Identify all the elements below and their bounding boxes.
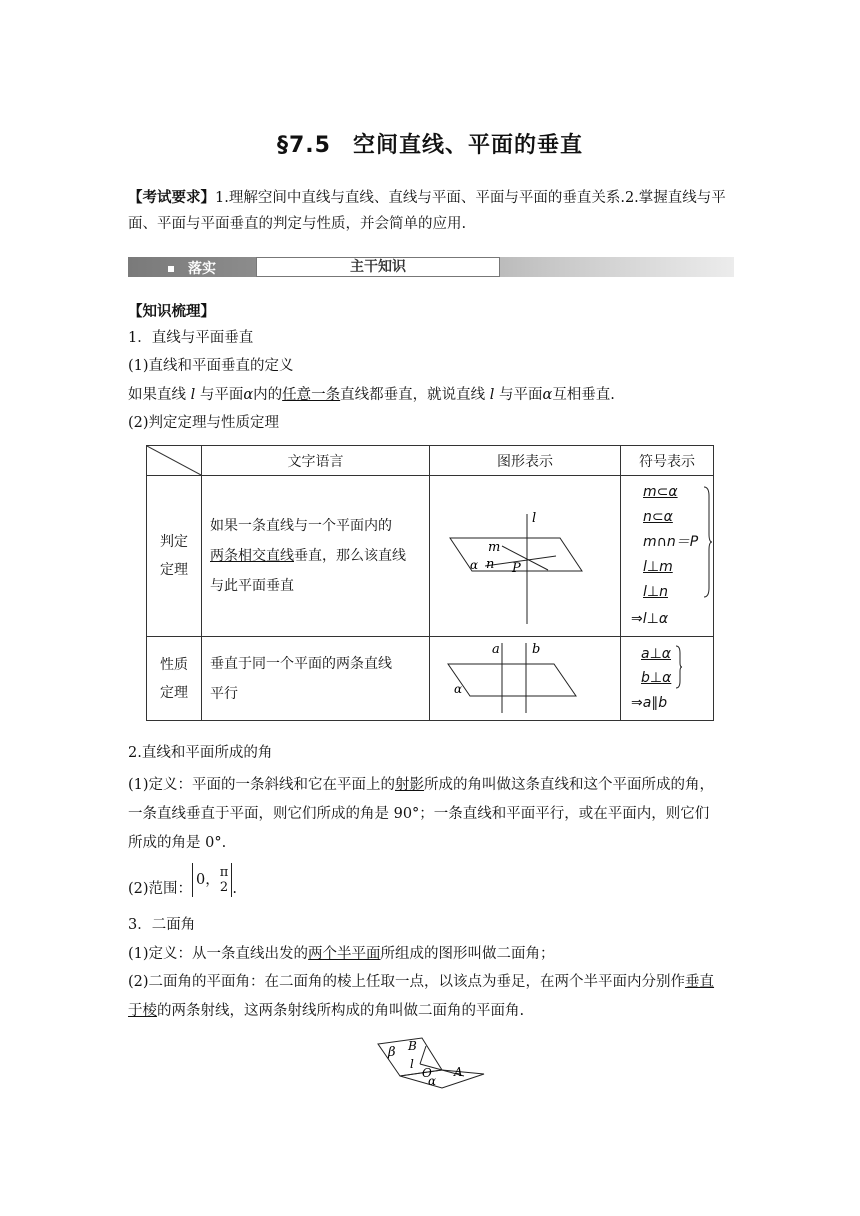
condition: b⊥α <box>641 669 672 686</box>
symbol-cell <box>621 637 714 721</box>
label-beta: β <box>388 1045 396 1060</box>
condition: m⊂α <box>643 483 678 500</box>
var-alpha: α <box>542 387 553 403</box>
label-b: b <box>532 642 541 657</box>
label-alpha: α <box>454 682 463 696</box>
text: 的两条射线，这两条射线所构成的角叫做二面角的平面角. <box>157 1003 525 1019</box>
row-name: 定理 <box>160 562 188 578</box>
label-m: m <box>488 540 501 555</box>
text: 与平面 <box>494 387 543 403</box>
text: 互相垂直. <box>552 387 615 403</box>
symbol-cell <box>621 476 714 637</box>
conclusion: ⇒a∥b <box>631 694 668 711</box>
text: (2)二面角的平面角：在二面角的棱上任取一点，以该点为垂足，在两个半平面内分别作 <box>128 974 686 990</box>
text: 垂直，那么该直线 <box>294 548 406 564</box>
banner-left <box>168 258 216 278</box>
text: . <box>232 881 237 897</box>
parallel-lines-figure <box>430 637 620 720</box>
underlined-blank: 两个半平面 <box>308 946 381 962</box>
s3-plane-angle-line1 <box>128 969 738 996</box>
label-p: P <box>512 561 521 576</box>
requirements-text: 1.理解空间中直线与直线、直线与平面、平面与平面的垂直关系.2.掌握直线与平面、平面与平面垂直的判定与性质，并会简单的应用. <box>128 190 726 232</box>
condition: m∩n＝P <box>643 533 699 550</box>
s2-definition-line1 <box>128 772 738 799</box>
condition-group <box>621 642 713 690</box>
square-bullet-icon <box>168 266 174 272</box>
label-alpha: α <box>428 1074 437 1088</box>
right-brace-icon <box>675 645 683 689</box>
dihedral-angle-figure <box>370 1030 490 1094</box>
text-line: 平行 <box>210 685 238 702</box>
condition-group <box>621 480 713 605</box>
table-header-row <box>147 446 714 476</box>
table-row <box>147 476 714 637</box>
text-cell <box>202 637 430 721</box>
condition: l⊥m <box>643 558 673 575</box>
label-a: a <box>492 642 500 657</box>
figure-cell <box>430 637 621 721</box>
row-name-cell <box>147 476 202 637</box>
right-brace-icon <box>703 486 713 598</box>
s2-heading: 2.直线和平面所成的角 <box>128 745 273 761</box>
underlined-blank: 两条相交直线 <box>210 548 294 564</box>
text: 如果直线 <box>128 387 191 403</box>
label-n: n <box>486 557 495 572</box>
var-l: l <box>489 387 495 403</box>
underlined-blank: 于棱 <box>128 1003 157 1019</box>
text: 内的 <box>253 387 283 403</box>
text: 所组成的图形叫做二面角； <box>380 946 555 962</box>
s2-definition-line2: 一条直线垂直于平面，则它们所成的角是 90°；一条直线和平面平行，或在平面内，则它们 <box>128 806 710 822</box>
condition: n⊂α <box>643 508 673 525</box>
diagonal-line <box>147 446 201 475</box>
s3-definition <box>128 941 738 968</box>
s2-definition-line3: 所成的角是 0°. <box>128 835 227 851</box>
banner-right: 主干知识 <box>256 257 500 277</box>
requirements-label: 【考试要求】 <box>128 189 215 206</box>
half-plane-alpha-shape <box>400 1070 484 1088</box>
label-a: A <box>454 1065 463 1079</box>
var-alpha: α <box>243 387 254 403</box>
condition: a⊥α <box>641 645 672 662</box>
line-perpendicular-plane-figure <box>430 476 620 636</box>
underlined-blank: 射影 <box>395 777 425 793</box>
numerator: π <box>219 865 229 880</box>
label-l: l <box>410 1057 414 1071</box>
denominator: 2 <box>219 880 229 895</box>
row-name: 判定 <box>160 534 188 550</box>
section-banner <box>128 257 734 277</box>
s3-plane-angle-line2 <box>128 998 738 1025</box>
range-label: (2)范围： <box>128 881 193 897</box>
s1-sub2: (2)判定定理与性质定理 <box>128 415 280 431</box>
text-line: 如果一条直线与一个平面内的 <box>210 518 392 534</box>
header-cell: 符号表示 <box>621 446 714 476</box>
diagonal-corner-cell <box>147 446 202 476</box>
label-b: B <box>408 1039 417 1053</box>
page-title <box>0 128 860 159</box>
underlined-blank: 垂直 <box>685 974 715 990</box>
text: (1)定义：平面的一条斜线和它在平面上的 <box>128 777 396 793</box>
section-number: §7.5 <box>277 133 331 158</box>
text: 所成的角叫做这条直线和这个平面所成的角， <box>424 777 715 793</box>
table-row <box>147 637 714 721</box>
theorem-table <box>146 445 714 721</box>
condition: l⊥n <box>643 583 668 600</box>
s2-range <box>128 865 738 906</box>
section-title: 空间直线、平面的垂直 <box>352 133 583 158</box>
row-name-cell <box>147 637 202 721</box>
text: 与平面 <box>195 387 244 403</box>
text: (1)定义：从一条直线出发的 <box>128 946 309 962</box>
text-line: 与此平面垂直 <box>210 578 294 594</box>
s3-heading: 3．二面角 <box>128 917 196 933</box>
ray-ob-shape <box>420 1046 426 1064</box>
s1-definition <box>128 382 738 409</box>
range-zero: 0， <box>196 872 220 888</box>
header-cell: 文字语言 <box>202 446 430 476</box>
row-name: 定理 <box>160 684 188 701</box>
banner-left-label: 落实 <box>188 261 216 277</box>
row-name: 性质 <box>160 656 188 673</box>
text-line <box>210 541 421 571</box>
figure-cell <box>430 476 621 637</box>
knowledge-heading: 【知识梳理】 <box>128 303 215 320</box>
underlined-blank: 任意一条 <box>282 387 341 403</box>
s1-heading: 1．直线与平面垂直 <box>128 330 254 346</box>
range-interval <box>192 863 232 897</box>
text-line: 垂直于同一个平面的两条直线 <box>210 655 392 672</box>
plane-alpha-shape <box>448 664 576 696</box>
exam-requirements <box>128 185 736 237</box>
var-l: l <box>190 387 196 403</box>
text: 直线都垂直，就说直线 <box>340 387 490 403</box>
s1-sub1: (1)直线和平面垂直的定义 <box>128 358 294 374</box>
conclusion: ⇒l⊥α <box>631 610 669 627</box>
label-o: O <box>422 1066 432 1080</box>
text-cell <box>202 476 430 637</box>
fraction <box>220 865 229 895</box>
label-l: l <box>532 511 537 526</box>
header-cell: 图形表示 <box>430 446 621 476</box>
label-alpha: α <box>470 558 479 572</box>
